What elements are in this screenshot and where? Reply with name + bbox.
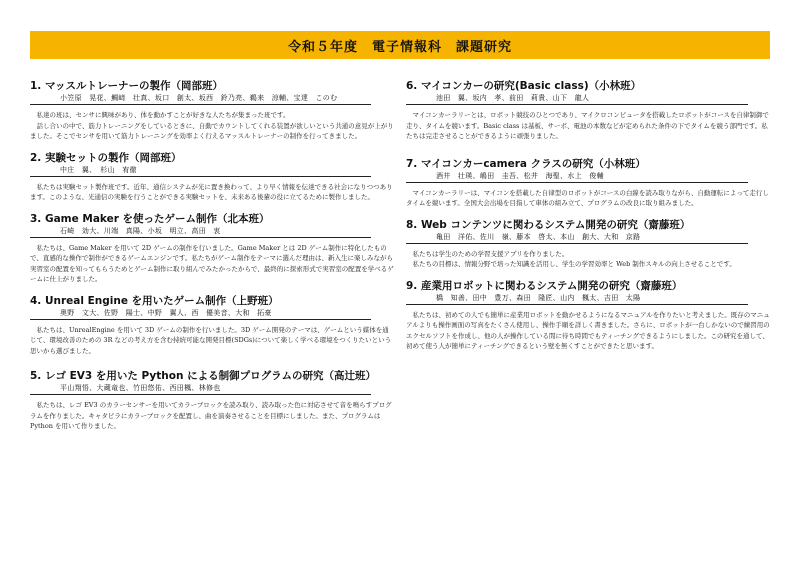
right-column xyxy=(406,80,772,362)
project-section xyxy=(30,213,395,285)
description-paragraph: 私たちは、Game Maker を用いて 2D ゲームの制作を行いました。Game Maker とは 2D ゲーム制作に特化したもので、直感的な操作で制作ができるゲームエンジンです。私たちがゲーム制作をテーマに選んだ理由は、新入生に楽しみながら実習室の配置を知ってもらうためとゲーム制作に取り組んでみたかったからで、最終的に探索形式で実習室の配置を学べるゲームに仕上がりました。 xyxy=(30,243,394,283)
project-description xyxy=(30,325,395,357)
project-section xyxy=(406,280,772,352)
project-description xyxy=(30,182,395,203)
description-paragraph: 私たちは、初めての人でも簡単に産業用ロボットを動かせるようになるマニュアルを作りたいと考えました。既存のマニュアルよりも操作画面の写真をたくさん使用し、操作手順を詳しく書きました。さらに、ロボットが一台しかないので練習用のエクセルソフトを作成し、他の人が操作している間に待ち時間でもティーチングできるようにしました。この研究を通して、初めて使う人が簡単にティーチングできるという壁を無くすことができたと思います。 xyxy=(406,310,770,350)
description-paragraph: 私たちは学生のための学習支援アプリを作りました。 xyxy=(412,249,569,258)
project-title: 4. Unreal Engine を用いたゲーム制作（上野班） xyxy=(30,294,279,307)
project-members: 酒井 壮瑛、嶋田 圭吾、松井 海聖、水上 俊輔 xyxy=(406,172,748,183)
project-members: 橋 知善、田中 豊万、森田 隆匠、山内 楓太、吉田 太陽 xyxy=(406,294,748,305)
project-members: 小笠原 晃花、鯛﨑 壮真、坂口 創太、坂西 鈴乃亮、鵜来 涼輔、宝達 このむ xyxy=(30,94,371,105)
project-description xyxy=(406,310,772,352)
project-section xyxy=(30,370,395,432)
project-section xyxy=(30,295,395,357)
project-members: 平山翔悟、大蔵竜也、竹田悠佑、西田楓、林修也 xyxy=(30,384,371,395)
project-description xyxy=(30,110,395,142)
project-description xyxy=(30,243,395,285)
project-title: 1. マッスルトレーナーの製作（岡部班） xyxy=(30,80,224,92)
description-paragraph: マイコンカーラリーとは、ロボット競技のひとつであり、マイクロコンピュータを搭載したロボットがコースを自律制御で走り、タイムを競います。Basic class は基板、サーボ、電池の本数などが定められた条件の下でタイムを競う部門です。私たちは完走させることができるように頑張りました。 xyxy=(406,111,769,140)
project-title: 8. Web コンテンツに関わるシステム開発の研究（齋藤班） xyxy=(406,218,691,231)
description-paragraph: 話し合いの中で、筋力トレーニングをしているときに、自動でカウントしてくれる装置が欲しいという共通の意見が上がりました。そこでセンサを用いて筋力トレーニングを効率よく行えるマッスルトレーナーの制作を行ってきました。 xyxy=(30,121,394,140)
project-title: 7. マイコンカーcamera クラスの研究（小林班） xyxy=(406,157,646,170)
description-paragraph: 私たちは、UnrealEngine を用いて 3D ゲームの制作を行いました。3D ゲーム開発のテーマは、ゲームという媒体を通じて、環境改善のための 3R などの考え方を含む持続可能な開発目標(SDGs)について楽しく学べる環境をつくりたいという思いから選びました。 xyxy=(30,325,392,355)
description-paragraph: 私たちは実験セット製作班です。近年、通信システムが光に置き換わって、より早く情報を伝達できる社会になりつつあります。このような、光通信の実験を行うことができる実験セットを、未来ある後輩の役に立てるために製作しました。 xyxy=(30,182,393,201)
project-members: 池田 翼、坂内 孝、前田 莉貴、山下 龍人 xyxy=(406,94,748,105)
description-paragraph: 私達の班は、センサに興味があり、体を動かすことが好きな人たちが集まった班です。 xyxy=(36,111,290,119)
project-title: 2. 実験セットの製作（岡部班） xyxy=(30,151,182,164)
project-members: 亀田 洋佑、佐川 嶺、藤本 啓太、本山 創大、大和 京路 xyxy=(406,233,748,244)
project-members: 中庄 翼、 杉山 宥徹 xyxy=(30,166,371,177)
project-section xyxy=(406,219,772,270)
project-members: 奥野 文大、佐野 陽士、中野 翼人、西 優美音、大和 拓豪 xyxy=(30,309,371,320)
description-paragraph: 私たちの目標は、情報分野で培った知識を活用し、学生の学習効率と Web 制作スキルの向上させることです。 xyxy=(412,260,736,268)
description-paragraph: マイコンカーラリーは、マイコンを搭載した自律型のロボットがコースの白線を読み取りながら、自動運転によって走行しタイムを競います。全国大会出場を目指して車体の組み立て、プログラムの改良に取り組みました。 xyxy=(406,188,769,207)
project-description xyxy=(30,400,395,432)
left-column xyxy=(30,80,395,442)
project-description xyxy=(406,249,772,270)
project-section xyxy=(406,80,772,142)
title-banner xyxy=(30,31,770,59)
project-title: 5. レゴ EV3 を用いた Python による制御プログラムの研究（高辻班） xyxy=(30,370,376,382)
project-section xyxy=(30,152,395,203)
project-description xyxy=(406,110,772,142)
project-title: 6. マイコンカーの研究(Basic class)（小林班） xyxy=(406,80,642,92)
project-members: 石崎 効大、川端 真陽、小坂 明立、高田 衷 xyxy=(30,227,371,238)
project-title: 9. 産業用ロボットに関わるシステム開発の研究（齋藤班） xyxy=(406,279,683,292)
project-description xyxy=(406,188,772,209)
description-paragraph: 私たちは、レゴ EV3 のカラーセンサーを用いてカラーブロックを読み取り、読み取った色に対応させて音を鳴らすプログラムを作りました。キャタピラにカラーブロックを配置し、曲を演奏させることを目標にしました。また、プログラムは Python を用いて作りました。 xyxy=(30,401,392,430)
page-title: 令和５年度 電子情報科 課題研究 xyxy=(287,39,512,55)
project-section xyxy=(30,80,395,142)
project-title: 3. Game Maker を使ったゲーム制作（北本班） xyxy=(30,212,270,225)
project-section xyxy=(406,158,772,209)
